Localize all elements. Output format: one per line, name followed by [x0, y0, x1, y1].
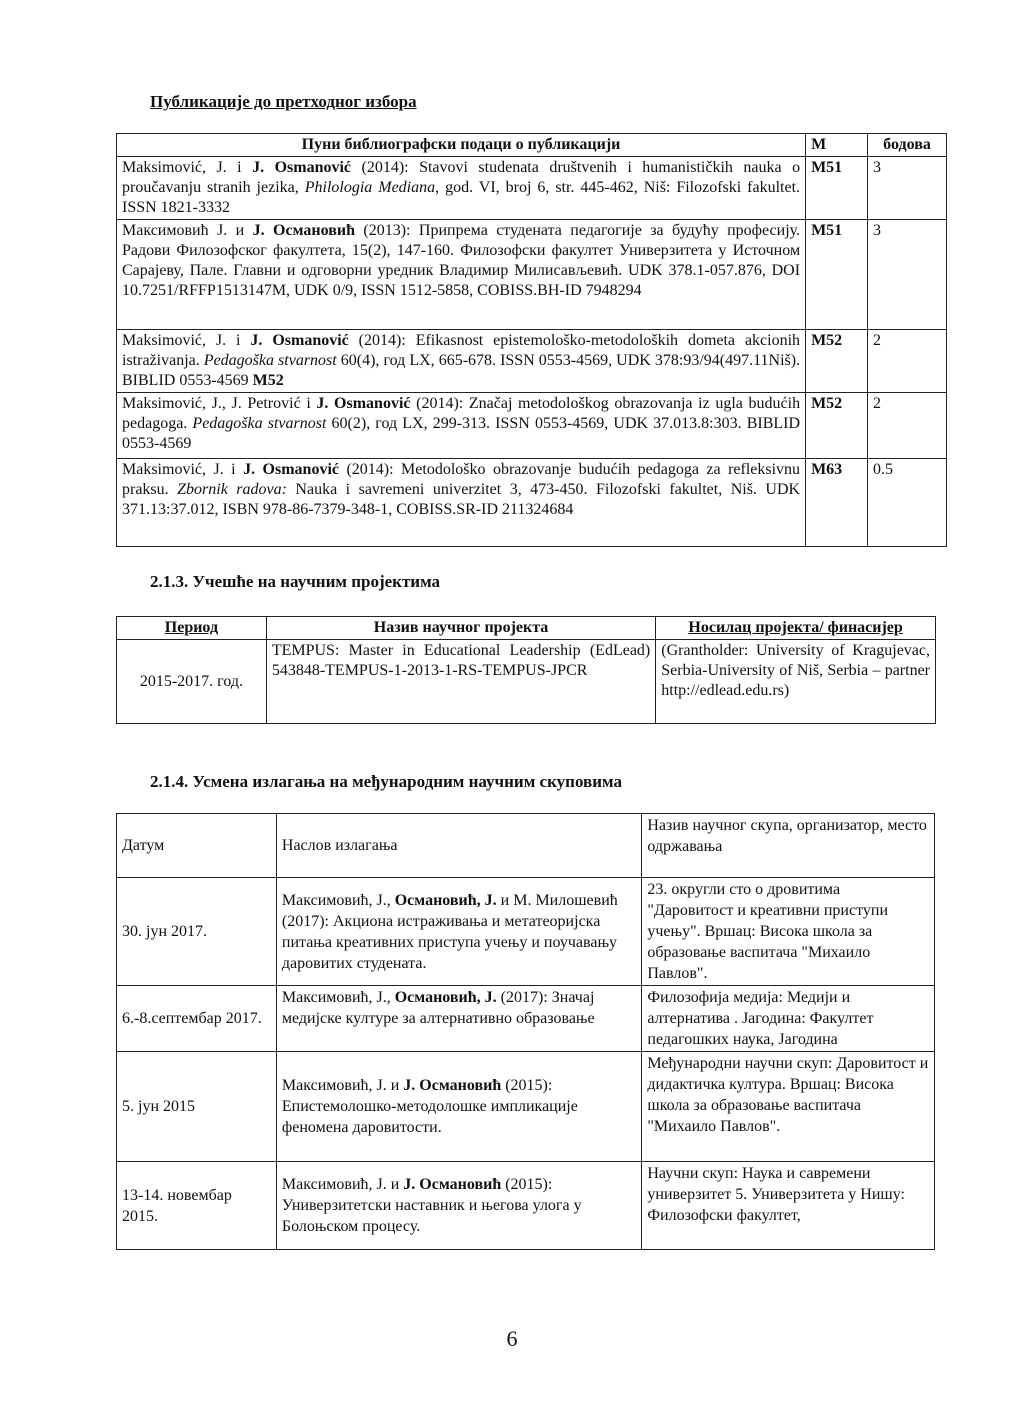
pub-m-code: M63 — [806, 459, 868, 547]
table-row — [117, 878, 935, 986]
publications-table — [116, 133, 947, 547]
page-number: 6 — [506, 1326, 518, 1351]
table-row — [117, 393, 947, 459]
section-heading-projects: 2.1.3. Учешће на научним пројектима — [150, 572, 441, 591]
header-m: М — [806, 134, 868, 157]
table-header-row — [117, 134, 947, 157]
table-row — [117, 1052, 935, 1162]
table-row — [117, 157, 947, 220]
talk-event: Научни скуп: Наука и савремени универзитет 5. Универзитета у Нишу: Филозофски факултет, — [642, 1162, 935, 1250]
table-row — [117, 640, 936, 724]
header-period: Период — [117, 617, 267, 640]
project-period: 2015-2017. год. — [117, 640, 267, 724]
pub-points: 3 — [868, 157, 947, 220]
talk-title: Максимовић, Ј., Османовић, Ј. (2017): Значај медијске културе за алтернативно образовање — [276, 986, 641, 1052]
header-event: Назив научног скупа, организатор, место одржавања — [642, 814, 935, 878]
pub-m-code: M52 — [806, 330, 868, 393]
table-row — [117, 330, 947, 393]
project-holder: (Grantholder: University of Kragujevac, Serbia-University of Niš, Serbia – partner http://edlead.edu.rs) — [656, 640, 936, 724]
header-project-name: Назив научног пројекта — [266, 617, 655, 640]
pub-citation: Maksimović, J. i J. Osmanović (2014): Metodološko obrazovanje budućih pedagoga za refleksivnu praksu. Zbornik radova: Nauka i savremeni univerzitet 3, 473-450. Filozofski fakultet, Niš. UDK 371.13:37.012, ISBN 978-86-7379-348-1, COBISS.SR-ID 211324684 — [117, 459, 806, 547]
table-row — [117, 1162, 935, 1250]
pub-m-code: M51 — [806, 220, 868, 330]
section-heading-publications: Публикације до претходног избора — [150, 92, 417, 111]
header-points: бодова — [868, 134, 947, 157]
talk-title: Максимовић, Ј., Османовић, Ј. и М. Милошевић (2017): Акциона истраживања и метатеоријска питања креативних приступа учењу и поучавању даровитих студената. — [276, 878, 641, 986]
table-row — [117, 220, 947, 330]
header-date: Датум — [117, 814, 277, 878]
pub-points: 3 — [868, 220, 947, 330]
pub-m-code: M51 — [806, 157, 868, 220]
pub-points: 2 — [868, 330, 947, 393]
talks-table — [116, 813, 935, 1250]
table-row — [117, 459, 947, 547]
pub-points: 2 — [868, 393, 947, 459]
talk-event: Међународни научни скуп: Даровитост и дидактичка култура. Вршац: Висока школа за образовање васпитача "Михаило Павлов". — [642, 1052, 935, 1162]
talk-date: 30. јун 2017. — [117, 878, 277, 986]
pub-m-code: M52 — [806, 393, 868, 459]
talk-date: 6.-8.септембар 2017. — [117, 986, 277, 1052]
talk-date: 5. јун 2015 — [117, 1052, 277, 1162]
talk-event: Филозофија медија: Медији и алтернатива . Јагодина: Факултет педагошких наука, Јагодина — [642, 986, 935, 1052]
pub-citation: Maksimović, J. i J. Osmanović (2014): Stavovi studenata društvenih i humanističkih nauka o proučavanju stranih jezika, Philologia Mediana, god. VI, broj 6, str. 445-462, Niš: Filozofski fakultet. ISSN 1821-3332 — [117, 157, 806, 220]
talk-title: Максимовић, Ј. и Ј. Османовић (2015): Епистемолошко-методолошке импликације феномена даровитости. — [276, 1052, 641, 1162]
header-project-holder: Носилац пројекта/ финасијер — [656, 617, 936, 640]
project-name: TEMPUS: Master in Educational Leadership (EdLead) 543848-TEMPUS-1-2013-1-RS-TEMPUS-JPCR — [266, 640, 655, 724]
talk-event: 23. округли сто о дровитима "Даровитост и креативни приступи учењу". Вршац: Висока школа за образовање васпитача "Михаило Павлов". — [642, 878, 935, 986]
talk-date: 13-14. новембар 2015. — [117, 1162, 277, 1250]
section-heading-talks: 2.1.4. Усмена излагања на међународним научним скуповима — [150, 772, 622, 791]
pub-points: 0.5 — [868, 459, 947, 547]
talk-title: Максимовић, Ј. и Ј. Османовић (2015): Универзитетски наставник и његова улога у Болоњском процесу. — [276, 1162, 641, 1250]
pub-citation: Максимовић Ј. и Ј. Османовић (2013): Припрема студената педагогије за будућу професију. Радови Филозофског факултета, 15(2), 147-160. Филозофски факултет Универзитета у Источном Сарајеву, Пале. Главни и одговорни уредник Владимир Милисављевић. UDK 378.1-057.876, DOI 10.7251/RFFP1513147M, UDK 0/9, ISSN 1512-5858, COBISS.BH-ID 7948294 — [117, 220, 806, 330]
table-header-row — [117, 814, 935, 878]
projects-table — [116, 616, 936, 724]
pub-citation: Maksimović, J., J. Petrović i J. Osmanović (2014): Značaj metodološkog obrazovanja iz ugla budućih pedagoga. Pedagoška stvarnost 60(2), год LX, 299-313. ISSN 0553-4569, UDK 37.013.8:303. BIBLID 0553-4569 — [117, 393, 806, 459]
pub-citation: Maksimović, J. i J. Osmanović (2014): Efikasnost epistemološko-metodoloških dometa akcionih istraživanja. Pedagoška stvarnost 60(4), год LX, 665-678. ISSN 0553-4569, UDK 378:93/94(497.11Niš). BIBLID 0553-4569 M52 — [117, 330, 806, 393]
header-talk-title: Наслов излагања — [276, 814, 641, 878]
table-header-row — [117, 617, 936, 640]
table-row — [117, 986, 935, 1052]
header-bibliography: Пуни библиографски подаци о публикацији — [117, 134, 806, 157]
